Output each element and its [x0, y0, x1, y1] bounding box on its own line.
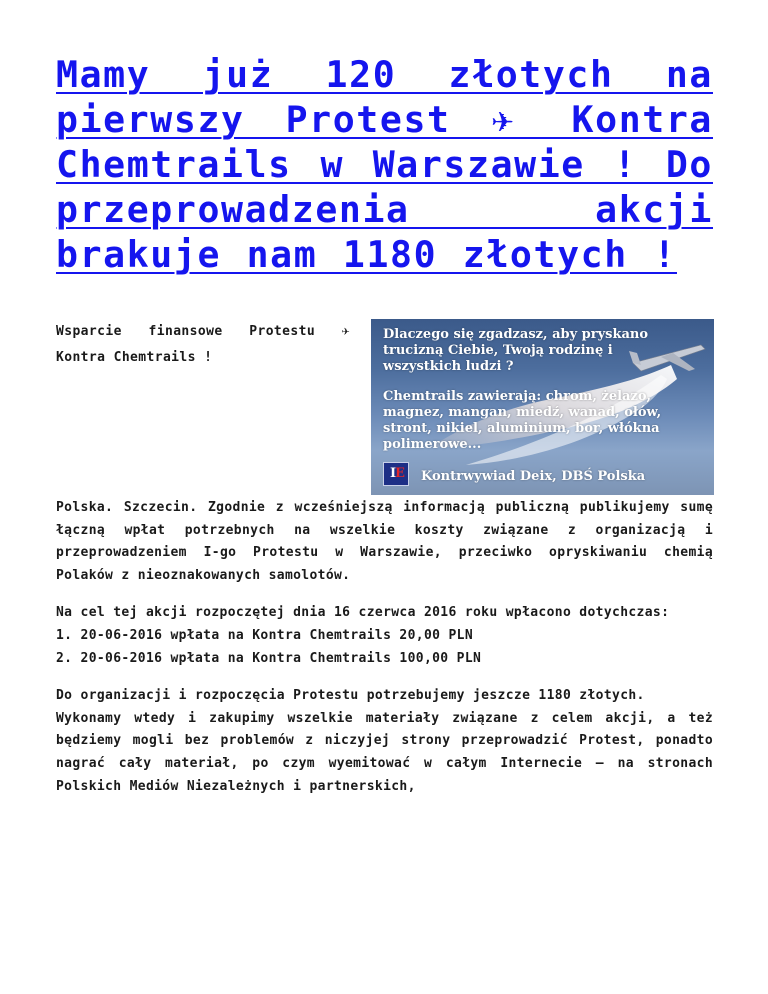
article — [56, 52, 713, 798]
banner-question-text: Dlaczego się zgadzasz, aby pryskano trucizną Ciebie, Twoją rodzinę i wszystkich ludzi ? — [383, 327, 649, 374]
banner-signature: Kontrwywiad Deix, DBŚ Polska — [421, 469, 646, 484]
article-title-link[interactable]: Mamy już 120 złotych na pierwszy Protest ✈ Kontra Chemtrails w Warszawie ! Do przeprowadzenia akcji brakuje nam 1180 złotych ! — [56, 53, 713, 276]
banner-contents-text: Chemtrails zawierają: chrom, żelazo, magnez, mangan, miedź, wanad, ołów, stront, nikiel, aluminium, bor, włókna polimerowe... — [383, 389, 662, 452]
logo-letter-i: I — [390, 466, 397, 481]
payment-item: 1. 20-06-2016 wpłata na Kontra Chemtrails 20,00 PLN — [56, 627, 474, 643]
payment-item: 2. 20-06-2016 wpłata na Kontra Chemtrails 100,00 PLN — [56, 650, 482, 666]
article-body — [56, 497, 713, 798]
deix-logo-icon — [383, 462, 409, 486]
article-title[interactable] — [56, 52, 713, 277]
paragraph-intro: Polska. Szczecin. Zgodnie z wcześniejszą informacją publiczną publikujemy sumę łączną wpłat potrzebnych na wszelkie koszty związane z organizacją i przeprowadzeniem I-go Protestu w Warszawie, przeciwko opryskiwaniu chemią Polaków z nieoznakowanych samolotów. — [56, 500, 713, 583]
chemtrails-banner-image — [371, 319, 714, 495]
paragraph-needed-amount: Do organizacji i rozpoczęcia Protestu potrzebujemy jeszcze 1180 złotych. — [56, 688, 645, 704]
intro-row — [56, 319, 713, 497]
paragraph-payments-lead: Na cel tej akcji rozpoczętej dnia 16 czerwca 2016 roku wpłacono dotychczas: — [56, 605, 670, 621]
paragraph-plan: Wykonamy wtedy i zakupimy wszelkie materiały związane z celem akcji, a też będziemy mogli bez problemów z niczyjej strony przeprowadzić Protest, ponadto nagrać cały materiał, po czym wyemitować w całym Internecie – na stronach Polskich Mediów Niezależnych i partnerskich, — [56, 710, 713, 794]
image-caption: Wsparcie finansowe Protestu ✈ Kontra Chemtrails ! — [56, 324, 350, 365]
logo-letter-e: E — [395, 466, 405, 481]
